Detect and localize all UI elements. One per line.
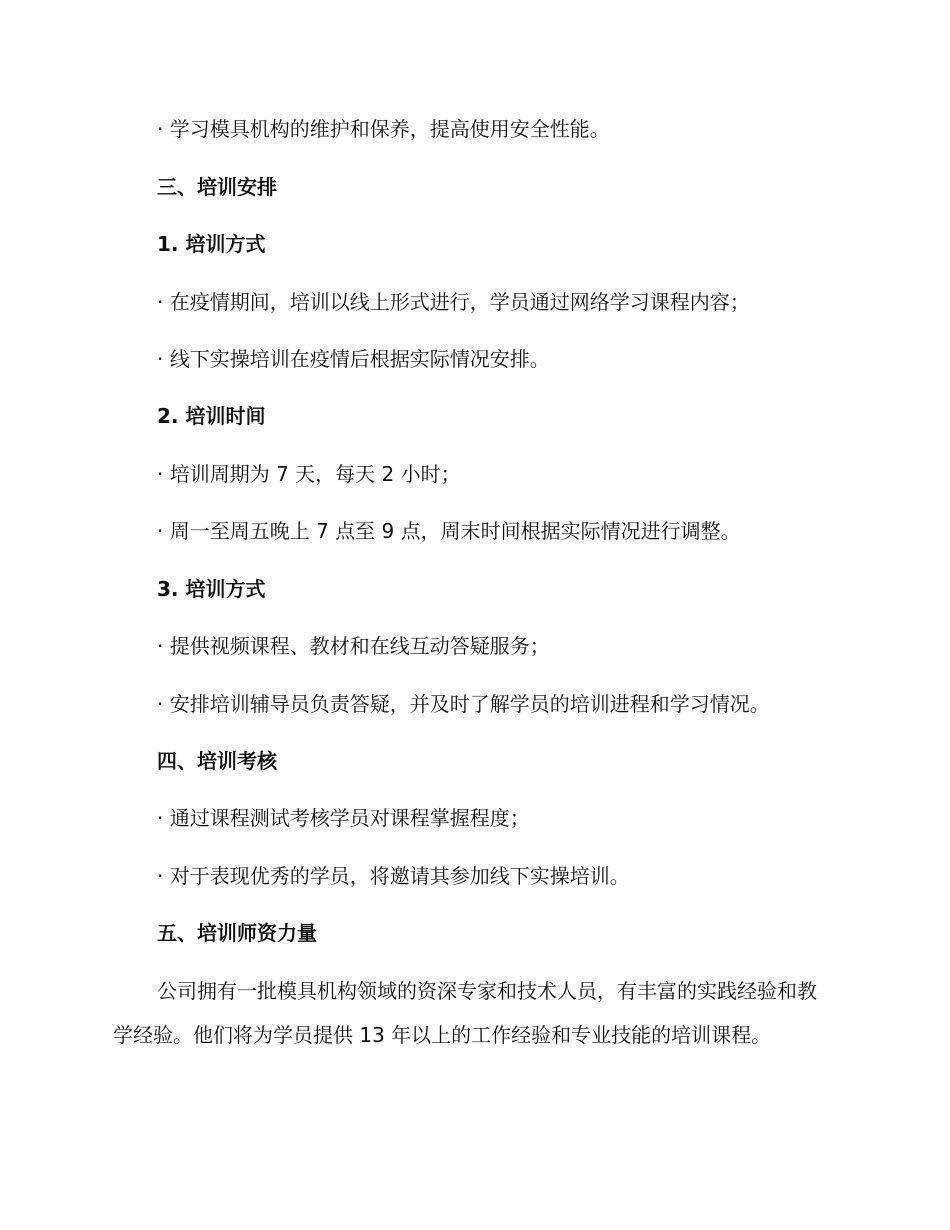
heading-training-arrangement: 三、培训安排 xyxy=(157,175,277,199)
bullet-tutors: · 安排培训辅导员负责答疑，并及时了解学员的培训进程和学习情况。 xyxy=(157,692,770,716)
heading-faculty: 五、培训师资力量 xyxy=(157,921,317,945)
bullet-training-schedule: · 周一至周五晚上 7 点至 9 点，周末时间根据实际情况进行调整。 xyxy=(157,519,741,543)
bullet-excellent-students: · 对于表现优秀的学员，将邀请其参加线下实操培训。 xyxy=(157,864,630,888)
subheading-training-time: 2. 培训时间 xyxy=(157,404,266,428)
faculty-paragraph-text: 公司拥有一批模具机构领域的资深专家和技术人员，有丰富的实践经验和教学经验。他们将为学员提供 13 年以上的工作经验和专业技能的培训课程。 xyxy=(113,979,817,1047)
heading-training-assessment: 四、培训考核 xyxy=(157,749,277,773)
faculty-paragraph xyxy=(113,969,831,1057)
bullet-offline-training: · 线下实操培训在疫情后根据实际情况安排。 xyxy=(157,347,550,371)
subheading-training-method-2: 3. 培训方式 xyxy=(157,577,266,601)
bullet-maintenance: · 学习模具机构的维护和保养，提高使用安全性能。 xyxy=(157,117,610,141)
bullet-course-test: · 通过课程测试考核学员对课程掌握程度； xyxy=(157,806,530,830)
bullet-training-period: · 培训周期为 7 天，每天 2 小时； xyxy=(157,462,461,486)
subheading-training-method: 1. 培训方式 xyxy=(157,232,266,256)
bullet-video-courses: · 提供视频课程、教材和在线互动答疑服务； xyxy=(157,634,550,658)
bullet-online-training: · 在疫情期间，培训以线上形式进行，学员通过网络学习课程内容； xyxy=(157,290,750,314)
